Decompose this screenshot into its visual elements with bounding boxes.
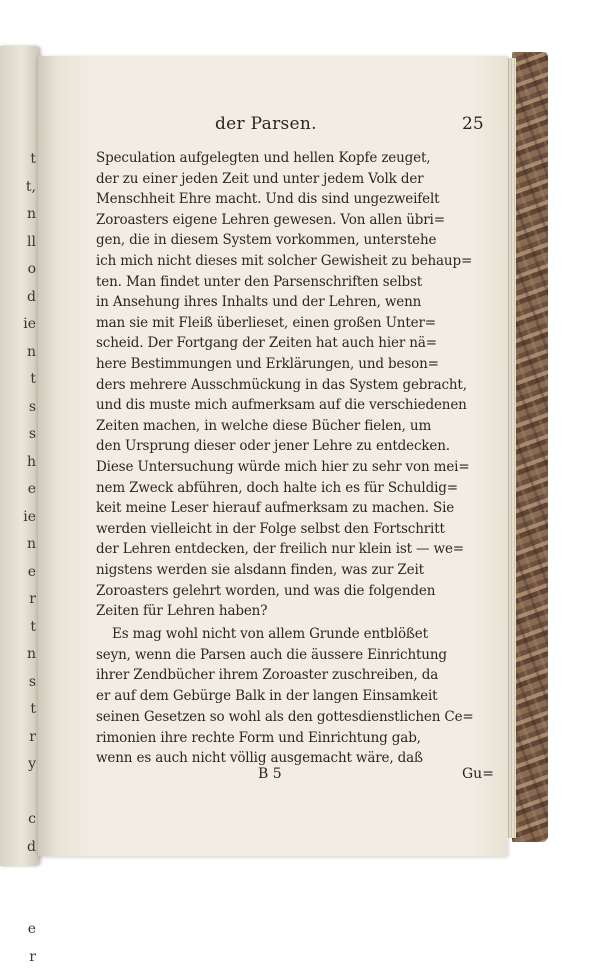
left-page-fragment: s	[22, 669, 36, 697]
left-page-fragment: y	[22, 751, 36, 779]
text-line: ich mich nicht dieses mit solcher Gewisheit zu behaup=	[96, 253, 472, 269]
left-page-fragment: d	[22, 834, 36, 862]
text-line: ihrer Zendbücher ihrem Zoroaster zuschreiben, da	[96, 667, 438, 683]
left-page-fragment: t	[22, 696, 36, 724]
signature-mark: B 5	[258, 766, 282, 782]
text-line: rimonien ihre rechte Form und Einrichtung gab,	[96, 730, 421, 746]
text-line: der Lehren entdecken, der freilich nur klein ist — we=	[96, 541, 464, 557]
left-page-fragment: n	[22, 339, 36, 367]
text-line: der zu einer jeden Zeit und unter jedem Volk der	[96, 171, 424, 187]
left-page-fragment: ll	[22, 229, 36, 257]
text-line: Diese Untersuchung würde mich hier zu sehr von mei=	[96, 459, 469, 475]
left-page-fragment: c	[22, 806, 36, 834]
left-page-fragment: e	[22, 476, 36, 504]
left-page-fragment: n	[22, 201, 36, 229]
left-page-fragment: t	[22, 614, 36, 642]
left-page-fragment: e	[22, 559, 36, 587]
left-page-fragment: r	[22, 586, 36, 614]
text-line: man sie mit Fleiß überlieset, einen großen Unter=	[96, 315, 436, 331]
left-page-fragment	[22, 889, 36, 917]
running-title: der Parsen.	[215, 114, 317, 134]
left-page-fragment: t	[22, 146, 36, 174]
text-line: Menschheit Ehre macht. Und dis sind ungezweifelt	[96, 191, 439, 207]
text-line: scheid. Der Fortgang der Zeiten hat auch hier nä=	[96, 335, 437, 351]
left-page-fragment: h	[22, 449, 36, 477]
left-page-fragment	[22, 861, 36, 889]
left-page-text-fragments	[22, 146, 36, 971]
left-facing-page	[0, 46, 40, 866]
text-line: nem Zweck abführen, doch halte ich es für Schuldig=	[96, 480, 458, 496]
left-page-fragment: n	[22, 641, 36, 669]
left-page-fragment: ie	[22, 504, 36, 532]
left-page-fragment: d	[22, 284, 36, 312]
text-line: here Bestimmungen und Erklärungen, und beson=	[96, 356, 439, 372]
text-line: Speculation aufgelegten und hellen Kopfe zeuget,	[96, 150, 430, 166]
text-line: in Ansehung ihres Inhalts und der Lehren, wenn	[96, 294, 421, 310]
text-line: Zoroasters eigene Lehren gewesen. Von allen übri=	[96, 212, 445, 228]
text-line: keit meine Leser hierauf aufmerksam zu machen. Sie	[96, 500, 454, 516]
marbled-back-cover	[512, 52, 548, 842]
text-line: werden vielleicht in der Folge selbst den Fortschritt	[96, 521, 445, 537]
text-line: Zeiten für Lehren haben?	[96, 603, 267, 619]
text-line: gen, die in diesem System vorkommen, unterstehe	[96, 232, 436, 248]
left-page-fragment	[22, 779, 36, 807]
text-line: seyn, wenn die Parsen auch die äussere Einrichtung	[96, 647, 447, 663]
left-page-fragment: n	[22, 531, 36, 559]
left-page-fragment: s	[22, 394, 36, 422]
text-line: Zoroasters gelehrt worden, und was die folgenden	[96, 583, 435, 599]
text-line: ders mehrere Ausschmückung in das System gebracht,	[96, 377, 467, 393]
text-line: nigstens werden sie alsdann finden, was zur Zeit	[96, 562, 424, 578]
text-line: er auf dem Gebürge Balk in der langen Einsamkeit	[96, 688, 437, 704]
catchword: Gu=	[462, 766, 494, 782]
text-line: seinen Gesetzen so wohl als den gottesdienstlichen Ce=	[96, 709, 474, 725]
text-line: Es mag wohl nicht von allem Grunde entblößet	[112, 626, 428, 642]
text-line: Zeiten machen, in welche diese Bücher fielen, um	[96, 418, 431, 434]
text-line: wenn es auch nicht völlig ausgemacht wäre, daß	[96, 750, 423, 766]
left-page-fragment: ie	[22, 311, 36, 339]
left-page-fragment: r	[22, 944, 36, 971]
left-page-fragment: o	[22, 256, 36, 284]
left-page-fragment: e	[22, 916, 36, 944]
left-page-fragment: r	[22, 724, 36, 752]
text-line: und dis muste mich aufmerksam auf die verschiedenen	[96, 397, 467, 413]
text-line: ten. Man findet unter den Parsenschriften selbst	[96, 274, 422, 290]
left-page-fragment: t,	[22, 174, 36, 202]
left-page-fragment: s	[22, 421, 36, 449]
page-number: 25	[462, 114, 484, 134]
left-page-fragment: t	[22, 366, 36, 394]
text-line: den Ursprung dieser oder jener Lehre zu entdecken.	[96, 438, 450, 454]
